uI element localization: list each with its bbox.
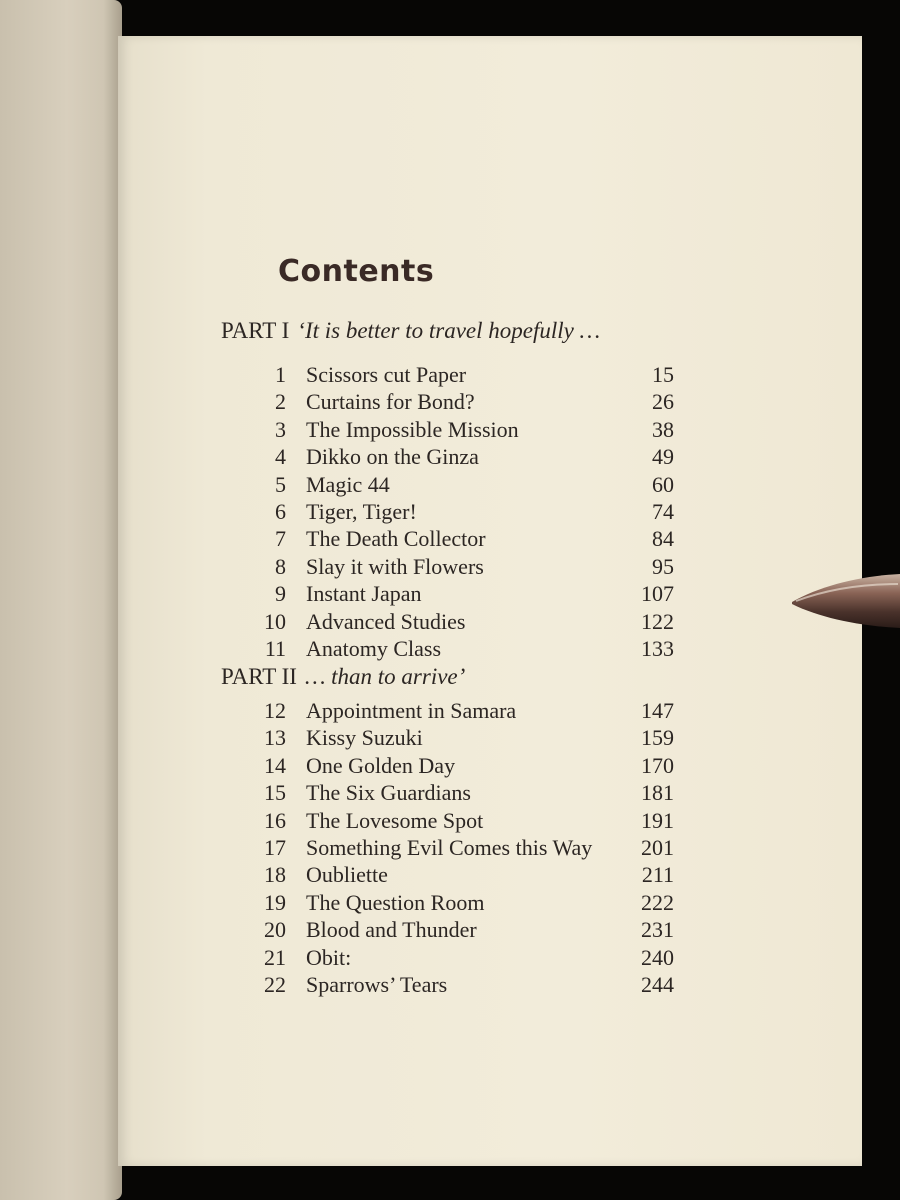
chapter-number: 12 [264,698,286,723]
chapter-title: Dikko on the Ginza [306,444,479,470]
chapter-title: The Lovesome Spot [306,807,484,833]
page-number: 191 [641,807,674,833]
chapter-title: Scissors cut Paper [306,362,467,387]
chapter-row [118,890,862,917]
chapter-title: The Impossible Mission [306,416,519,442]
page-number: 240 [641,944,674,970]
page-number: 60 [652,471,674,497]
chapter-title: Something Evil Comes this Way [306,835,593,860]
page-number: 84 [652,526,674,552]
chapter-row [118,862,862,889]
chapter-number: 18 [264,862,286,888]
chapter-number: 20 [264,917,286,943]
page-number: 147 [641,698,674,723]
chapter-number: 5 [275,471,286,497]
part-label: PART I [221,318,290,343]
chapter-number: 15 [264,780,286,806]
chapter-row [118,609,862,636]
chapter-number: 6 [275,499,286,524]
page-number: 15 [652,362,674,387]
page-number: 170 [641,752,674,778]
chapter-row [118,945,862,972]
chapter-number: 16 [264,807,286,833]
chapter-row [118,554,862,581]
chapter-number: 9 [275,581,286,607]
chapter-row [118,808,862,835]
chapter-row [118,835,862,862]
page-number: 222 [641,889,674,915]
pen-tip [790,574,900,628]
facing-page [0,0,122,1200]
chapter-row [118,417,862,444]
page-number: 26 [652,389,674,415]
page-number: 107 [641,581,674,607]
chapter-title: Magic 44 [306,471,390,497]
chapter-row [118,444,862,471]
page-number: 38 [652,416,674,442]
chapter-title: Blood and Thunder [306,917,477,943]
part-heading [221,318,600,344]
part-subtitle: ‘It is better to travel hopefully … [297,318,601,343]
chapter-row [118,389,862,416]
chapter-number: 13 [264,725,286,751]
chapter-row [118,581,862,608]
chapter-number: 2 [275,389,286,415]
chapter-number: 8 [275,553,286,579]
chapter-number: 17 [264,835,286,860]
chapter-row [118,917,862,944]
chapter-row [118,753,862,780]
page-number: 211 [641,862,674,888]
page-number: 201 [641,835,674,860]
chapter-number: 14 [264,752,286,778]
chapter-number: 22 [264,972,286,997]
chapter-title: Instant Japan [306,581,422,607]
chapter-title: Obit: [306,944,352,970]
chapter-row [118,636,862,663]
chapter-number: 4 [275,444,286,470]
chapter-row [118,499,862,526]
chapter-row [118,972,862,999]
page-number: 49 [652,444,674,470]
chapter-row [118,526,862,553]
chapter-title: The Death Collector [306,526,486,552]
chapter-title: Curtains for Bond? [306,389,475,415]
page-number: 231 [641,917,674,943]
chapter-number: 10 [264,608,286,634]
contents-page [118,36,862,1166]
chapter-row [118,725,862,752]
chapter-title: Anatomy Class [306,636,442,661]
part-subtitle: … than to arrive’ [304,664,466,689]
chapter-title: Oubliette [306,862,388,888]
chapter-number: 3 [275,416,286,442]
chapter-number: 21 [264,944,286,970]
page-number: 95 [652,553,674,579]
page-number: 74 [652,499,674,524]
chapter-title: Appointment in Samara [306,698,517,723]
chapter-row [118,698,862,725]
chapter-number: 11 [264,636,286,661]
chapter-title: The Question Room [306,889,485,915]
page-title: Contents [278,254,435,289]
chapter-title: Slay it with Flowers [306,553,484,579]
chapter-number: 19 [264,889,286,915]
page-number: 244 [641,972,674,997]
chapter-title: Tiger, Tiger! [306,499,417,524]
chapter-row [118,780,862,807]
page-number: 159 [641,725,674,751]
chapter-title: Sparrows’ Tears [306,972,448,997]
chapter-title: One Golden Day [306,752,456,778]
page-number: 181 [641,780,674,806]
page-number: 133 [641,636,674,661]
chapter-title: The Six Guardians [306,780,471,806]
chapter-row [118,472,862,499]
chapter-row [118,362,862,389]
part-heading [221,664,465,690]
page-number: 122 [641,608,674,634]
chapter-title: Advanced Studies [306,608,466,634]
chapter-title: Kissy Suzuki [306,725,423,751]
chapter-number: 7 [275,526,286,552]
part-label: PART II [221,664,297,689]
chapter-number: 1 [275,362,286,387]
